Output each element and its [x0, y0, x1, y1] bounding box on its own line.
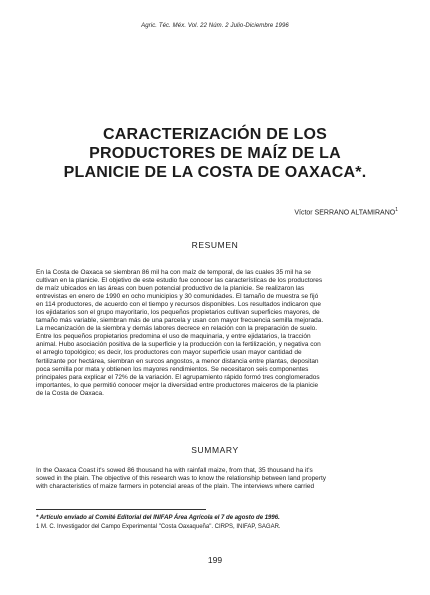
- resumen-line: cultivan en la planicie. El objetivo de este estudio fue conocer las características de los productores: [36, 277, 323, 285]
- resumen-line: poca semilla por mata y obtienen los mayores rendimientos. Se necesitaron seis componentes: [36, 365, 309, 373]
- summary-line: In the Oaxaca Coast it's sowed 86 thousand ha with rainfall maize, from that, 35 thousand ha it's: [36, 467, 313, 474]
- resumen-line: entrevistas en enero de 1990 en ocho municipios y 30 comunidades. El tamaño de muestra se fijó: [36, 293, 319, 301]
- resumen-line: los ejidatarios son el grupo mayoritario, los pequeños propietarios cultivan superficies mayores, de: [36, 309, 320, 317]
- journal-header: Agric. Téc. Méx. Vol. 22 Núm. 2 Julio-Diciembre 1996: [141, 23, 289, 29]
- resumen-line: Entre los pequeños propietarios predomina el uso de maquinaria, y entre ejidatarios, la tracción: [36, 333, 311, 341]
- summary-body: [36, 467, 392, 491]
- resumen-line: principales para explicar el 72% de la variación. El agrupamiento rápido formó tres conglomerados: [36, 373, 320, 381]
- resumen-line: La mecanización de la siembra y demás labores decrece en relación con la preparación de suelo.: [36, 325, 318, 333]
- author-name: Víctor SERRANO ALTAMIRANO: [294, 209, 396, 217]
- resumen-line: importantes, lo que permitió conocer mejor la diversidad entre productores maiceros de la planicie: [36, 381, 319, 389]
- author-line: [294, 207, 398, 216]
- title-line: PLANICIE DE LA COSTA DE OAXACA*.: [63, 164, 367, 181]
- resumen-line: de la Costa de Oaxaca.: [36, 389, 104, 397]
- summary-line: with characteristics of maize farmers in potencial areas of the plain. The interviews where carried: [36, 483, 315, 491]
- resumen-heading: RESUMEN: [191, 240, 239, 250]
- title-line: PRODUCTORES DE MAÍZ DE LA: [89, 145, 341, 162]
- resumen-line: fertilizante por hectárea, siembran en surcos angostos, a menor distancia entre plantas, depositan: [36, 357, 319, 365]
- footnote-submission: * Artículo enviado al Comité Editorial del INIFAP Área Agrícola el 7 de agosto de 1996.: [36, 515, 280, 521]
- resumen-body: [36, 269, 392, 398]
- article-title: [40, 125, 390, 182]
- footnote-affiliation: 1 M. C. Investigador del Campo Experimental "Costa Oaxaqueña". CIRPS, INIFAP, SAGAR.: [36, 524, 281, 530]
- resumen-line: de maíz ubicados en las áreas con buen potencial productivo de la planicie. Se realizaron las: [36, 285, 305, 293]
- page-number: 199: [207, 555, 223, 565]
- footnote-divider: [36, 509, 206, 510]
- footnotes: [36, 514, 396, 532]
- author-footnote-mark: 1: [395, 207, 398, 213]
- summary-line: sowed in the plain. The objective of this research was to know the relationship between land property: [36, 475, 327, 483]
- title-line: CARACTERIZACIÓN DE LOS: [103, 126, 327, 143]
- resumen-line: animal. Hubo asociación positiva de la superficie y la producción con la fertilización, y negativa con: [36, 341, 321, 349]
- resumen-line: el arreglo topológico; es decir, los productores con mayor superficie usan mayor cantidad de: [36, 349, 302, 357]
- resumen-line: En la Costa de Oaxaca se siembran 86 mil ha con maíz de temporal, de las cuales 35 mil ha se: [36, 269, 311, 276]
- resumen-line: en 114 productores, de acuerdo con el tiempo y recursos disponibles. Los resultados indicaron que: [36, 301, 321, 309]
- resumen-line: tamaño más variable, siembran más de una parcela y usan con mayor frecuencia semilla mejorada.: [36, 317, 324, 325]
- summary-heading: SUMMARY: [191, 445, 239, 455]
